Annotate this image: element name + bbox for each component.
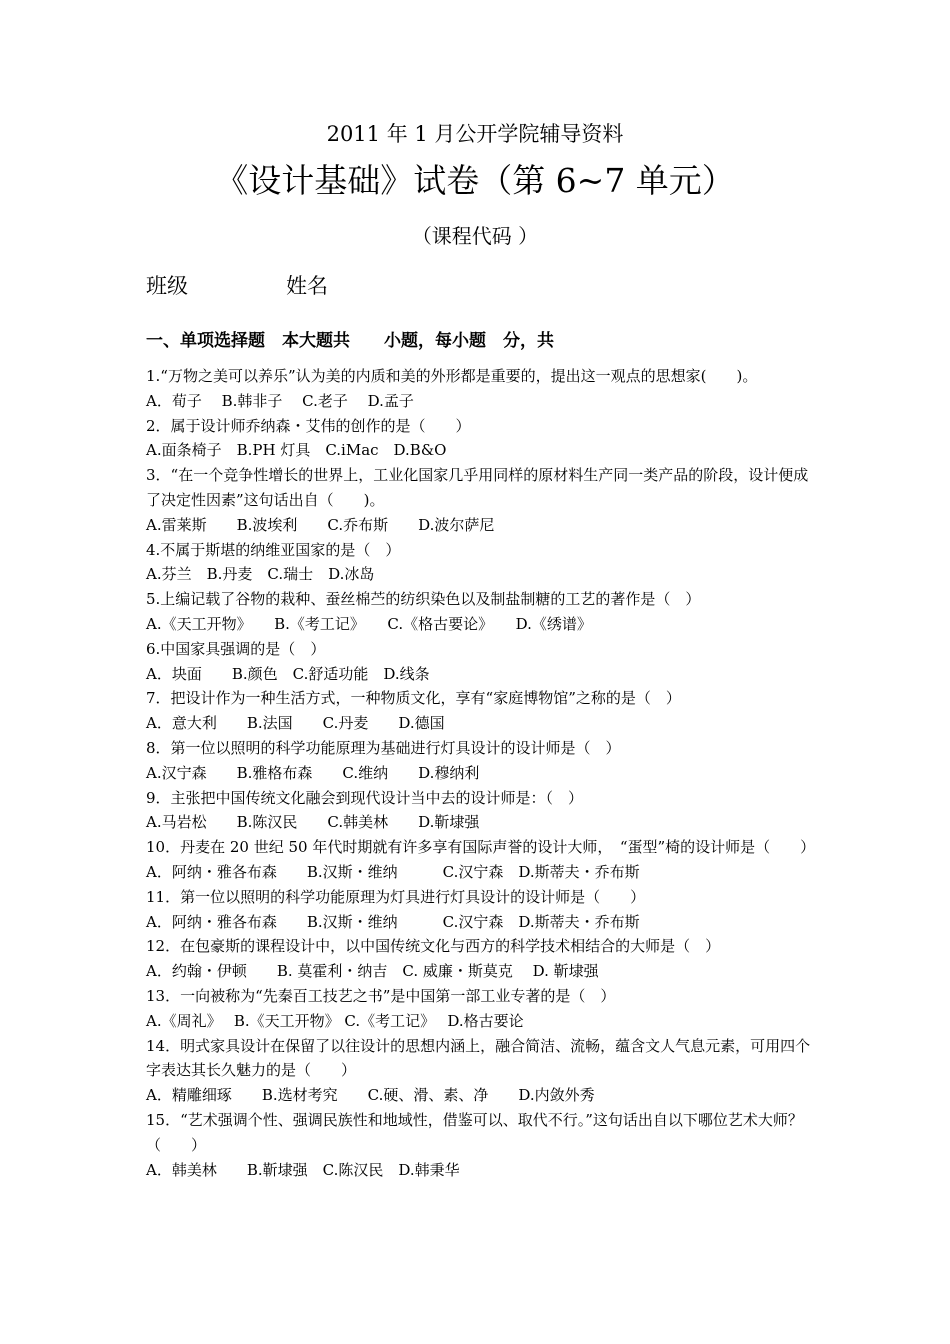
question-list [146, 364, 816, 1182]
question-options: A.汉宁森 B.雅格布森 C.维纳 D.穆纳利 [146, 763, 480, 782]
question-item [146, 538, 816, 588]
student-info-row [146, 270, 328, 300]
question-options: A.《天工开物》 B.《考工记》 C.《格古要论》 D.《绣谱》 [146, 614, 592, 633]
question-text: 12．在包豪斯的课程设计中，以中国传统文化与西方的科学技术相结合的大师是（ ） [146, 937, 721, 956]
question-text: 3．“在一个竞争性增长的世界上，工业化国家几乎用同样的原材料生产同一类产品的阶段，设计便成了决定性因素”这句话出自（ )。 [146, 466, 809, 509]
page-title: 《设计基础》试卷（第 6~7 单元） [215, 161, 735, 200]
question-options: A．意大利 B.法国 C.丹麦 D.德国 [146, 714, 445, 733]
question-text: 9．主张把中国传统文化融会到现代设计当中去的设计师是：（ ） [146, 788, 584, 807]
question-text: 5.上编记载了谷物的栽种、蚕丝棉苎的纺织染色以及制盐制糖的工艺的著作是（ ） [146, 590, 701, 609]
question-text: 13．一向被称为“先秦百工技艺之书”是中国第一部工业专著的是（ ） [146, 986, 616, 1005]
question-options: A.芬兰 B.丹麦 C.瑞士 D.冰岛 [146, 565, 375, 584]
name-label: 姓名 [286, 274, 328, 298]
question-options: A．精雕细琢 B.选材考究 C.硬、滑、素、净 D.内敛外秀 [146, 1086, 595, 1105]
question-item [146, 1034, 816, 1108]
question-item [146, 934, 816, 984]
question-item [146, 364, 816, 414]
question-item [146, 786, 816, 836]
question-options: A.马岩松 B.陈汉民 C.韩美林 D.靳埭强 [146, 813, 480, 832]
section-heading: 一、单项选择题 本大题共 小题，每小题 分，共 [146, 331, 554, 351]
question-text: 8．第一位以照明的科学功能原理为基础进行灯具设计的设计师是（ ） [146, 738, 621, 757]
question-options: A．块面 B.颜色 C.舒适功能 D.线条 [146, 664, 430, 683]
question-item [146, 587, 816, 637]
question-item [146, 463, 816, 537]
question-item [146, 686, 816, 736]
question-options: A．荀子 B.韩非子 C.老子 D.孟子 [146, 391, 414, 410]
question-options: A.《周礼》 B.《天工开物》 C.《考工记》 D.格古要论 [146, 1011, 524, 1030]
class-label: 班级 [146, 274, 188, 298]
question-item [146, 984, 816, 1034]
question-text: 15．“艺术强调个性、强调民族性和地域性，借鉴可以、取代不行。”这句话出自以下哪位艺术大师？（ ） [146, 1110, 803, 1154]
question-item [146, 736, 816, 786]
question-item [146, 835, 816, 885]
course-code-line: （课程代码 ） [411, 224, 539, 248]
question-text: 14．明式家具设计在保留了以往设计的思想内涵上，融合简洁、流畅，蕴含文人气息元素，可用四个字表达其长久魅力的是（ ） [146, 1036, 811, 1080]
question-text: 11．第一位以照明的科学功能原理为灯具进行灯具设计的设计师是（ ） [146, 887, 646, 906]
question-text: 10．丹麦在 20 世纪 50 年代时期就有许多享有国际声誉的设计大师， “蛋型”椅的设计师是（ ） [146, 838, 816, 857]
question-item [146, 637, 816, 687]
question-item [146, 885, 816, 935]
question-options: A．阿纳・雅各布森 B.汉斯・维纳 C.汉宁森 D.斯蒂夫・乔布斯 [146, 862, 640, 881]
question-item [146, 1108, 816, 1182]
question-options: A.雷莱斯 B.波埃利 C.乔布斯 D.波尔萨尼 [146, 515, 495, 534]
question-options: A．韩美林 B.靳埭强 C.陈汉民 D.韩秉华 [146, 1160, 460, 1179]
question-text: 2．属于设计师乔纳森・艾伟的创作的是（ ） [146, 416, 471, 435]
question-text: 1.“万物之美可以养乐”认为美的内质和美的外形都是重要的，提出这一观点的思想家( )。 [146, 367, 758, 385]
question-text: 6.中国家具强调的是（ ） [146, 639, 326, 658]
question-text: 4.不属于斯堪的纳维亚国家的是（ ） [146, 540, 401, 559]
question-options: A．约翰・伊顿 B. 莫霍利・纳吉 C. 威廉・斯莫克 D. 靳埭强 [146, 962, 599, 981]
document-subtitle: 2011 年 1 月公开学院辅导资料 [326, 122, 624, 146]
question-item [146, 414, 816, 464]
question-options: A.面条椅子 B.PH 灯具 C.iMac D.B&O [146, 441, 447, 460]
question-text: 7．把设计作为一种生活方式，一种物质文化，享有“家庭博物馆”之称的是（ ） [146, 689, 681, 708]
question-options: A．阿纳・雅各布森 B.汉斯・维纳 C.汉宁森 D.斯蒂夫・乔布斯 [146, 912, 640, 931]
